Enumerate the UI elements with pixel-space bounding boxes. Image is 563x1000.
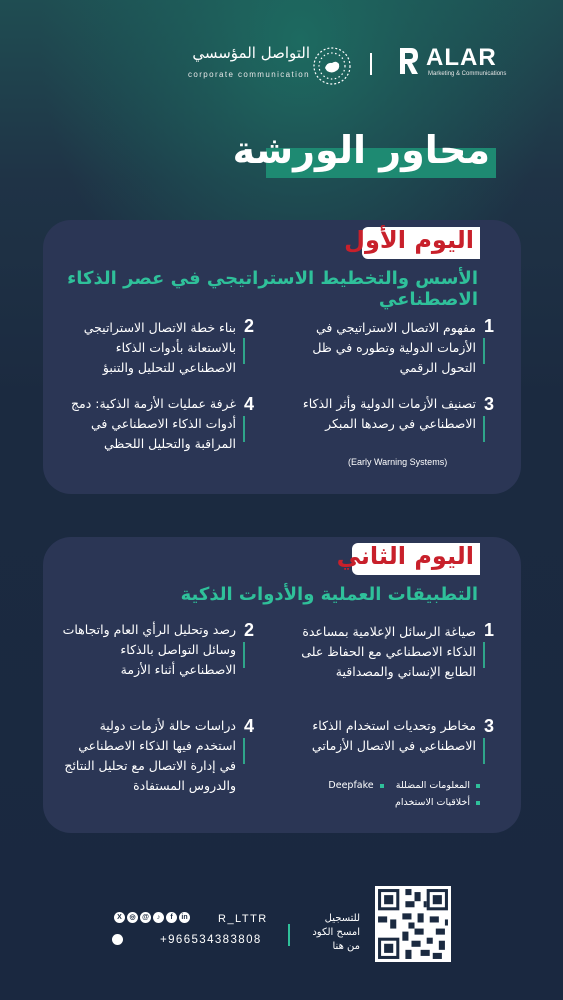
- org-name-ar: التواصل المؤسسي: [192, 44, 310, 62]
- snapchat-icon[interactable]: [112, 934, 123, 945]
- register-line: امسح الكود: [312, 927, 360, 938]
- register-line: للتسجيل: [324, 913, 360, 924]
- day2-item4-num: 4: [243, 716, 254, 736]
- day2-item4-text: دراسات حالة لأزمات دولية استخدم فيها الذكاء الاصطناعي في إدارة الاتصال مع تحليل النتائج والدروس المستفادة: [64, 718, 236, 793]
- alar-mark-icon: [398, 46, 420, 76]
- header-divider: [370, 53, 372, 75]
- day1-subtitle: الأسس والتخطيط الاستراتيجي في عصر الذكاء الاصطناعي: [67, 268, 478, 310]
- day2-item3-bullets-row1: [290, 780, 480, 791]
- header: [0, 40, 563, 90]
- alar-name: ALAR: [426, 44, 497, 71]
- day1-item2-line: [243, 338, 245, 364]
- tiktok-icon[interactable]: ♪: [153, 912, 164, 923]
- alar-tagline: Marketing & Communications: [428, 71, 507, 77]
- org-name-en: corporate communication: [187, 70, 310, 79]
- qr-code[interactable]: [375, 886, 451, 962]
- day2-item2-num: 2: [243, 620, 254, 640]
- day1-item3-note: (Early Warning Systems): [348, 457, 448, 467]
- day1-item1-num: 1: [483, 316, 494, 336]
- day2-subtitle: التطبيقات العملية والأدوات الذكية: [180, 584, 478, 605]
- bullet-item: أخلاقيات الاستخدام: [395, 797, 480, 808]
- bullet-item: المعلومات المضللة: [396, 780, 480, 791]
- day2-item3-num: 3: [483, 716, 494, 736]
- bullet-item: Deepfake: [328, 780, 383, 791]
- day2-item2-line: [243, 642, 245, 668]
- facebook-icon[interactable]: f: [166, 912, 177, 923]
- bullet-dot: [476, 784, 480, 788]
- x-icon[interactable]: X: [114, 912, 125, 923]
- social-handle[interactable]: R_LTTR: [218, 913, 268, 925]
- alar-logo: [398, 46, 508, 80]
- day1-item2-num: 2: [243, 316, 254, 336]
- day2-item4-line: [243, 738, 245, 764]
- day1-item2-text: بناء خطة الاتصال الاستراتيجي بالاستعانة بأدوات الذكاء الاصطناعي للتحليل والتنبؤ: [83, 320, 236, 375]
- day1-item4-text: غرفة عمليات الأزمة الذكية: دمج أدوات الذكاء الاصطناعي في المراقبة والتحليل اللحظي: [70, 396, 236, 451]
- day1-item1-line: [483, 338, 485, 364]
- day1-item3-num: 3: [483, 394, 494, 414]
- bullet-dot: [380, 784, 384, 788]
- day2-item3-text: مخاطر وتحديات استخدام الذكاء الاصطناعي في الاتصال الأزماتي: [311, 718, 476, 753]
- social-icons: [112, 912, 212, 926]
- phone-number[interactable]: +966534383808: [160, 934, 262, 946]
- footer-divider: [288, 924, 290, 946]
- day1-item4-num: 4: [243, 394, 254, 414]
- day2-item1-line: [483, 642, 485, 668]
- day1-item3-text: تصنيف الأزمات الدولية وأثر الذكاء الاصطناعي في رصدها المبكر: [302, 396, 476, 431]
- threads-icon[interactable]: @: [140, 912, 151, 923]
- day2-label: اليوم الثاني: [336, 542, 474, 570]
- register-line: من هنا: [332, 941, 360, 952]
- day2-item3-bullets-row2: [290, 797, 480, 808]
- register-instructions: [298, 912, 360, 954]
- day2-item1-num: 1: [483, 620, 494, 640]
- linkedin-icon[interactable]: in: [179, 912, 190, 923]
- day1-label: اليوم الأول: [344, 226, 474, 254]
- instagram-icon[interactable]: ◎: [127, 912, 138, 923]
- day2-item3-line: [483, 738, 485, 764]
- day1-item3-line: [483, 416, 485, 442]
- org-emblem-icon: [312, 46, 352, 86]
- page-title: محاور الورشة: [232, 128, 490, 172]
- day1-item4-line: [243, 416, 245, 442]
- day2-item2-text: رصد وتحليل الرأي العام واتجاهات وسائل التواصل بالذكاء الاصطناعي أثناء الأزمة: [62, 622, 236, 677]
- bullet-dot: [476, 801, 480, 805]
- day2-item1-text: صياغة الرسائل الإعلامية بمساعدة الذكاء الاصطناعي مع الحفاظ على الطابع الإنساني والمصداقية: [301, 624, 476, 679]
- day1-item1-text: مفهوم الاتصال الاستراتيجي في الأزمات الدولية وتطوره في ظل التحول الرقمي: [312, 320, 476, 375]
